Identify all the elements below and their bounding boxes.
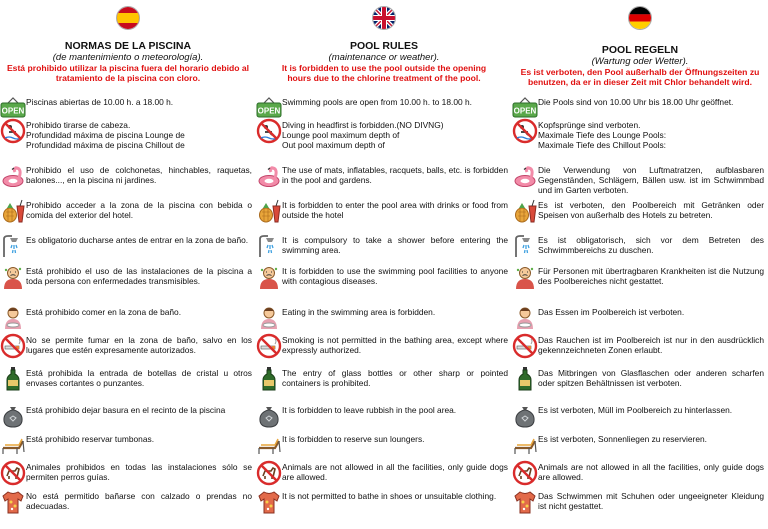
no-smoking-icon <box>256 333 282 359</box>
rule-item <box>0 333 256 359</box>
rule-item <box>256 118 512 151</box>
sick-person-icon <box>0 264 26 290</box>
trash-bag-icon <box>0 403 26 429</box>
rule-text: Prohibido el uso de colchonetas, hinchables, raquetas, balones..., en la piscina ni jardines. <box>26 165 252 186</box>
inflatable-flamingo-icon <box>512 163 538 189</box>
rule-text: Swimming pools are open from 10.00 h. to 18.00 h. <box>282 97 472 107</box>
rule-item <box>512 366 768 392</box>
clothing-shirt-icon <box>256 489 282 515</box>
no-diving-icon <box>512 118 538 144</box>
rule-text: Está prohibido comer en la zona de baño. <box>26 307 182 317</box>
column-spanish <box>0 0 256 529</box>
person-eating-icon <box>0 305 26 331</box>
column-english <box>256 0 512 529</box>
rule-text: It is forbidden to leave rubbish in the pool area. <box>282 405 457 415</box>
sick-person-icon <box>512 264 538 290</box>
page-subtitle: (maintenance or weather). <box>328 52 440 63</box>
clothing-shirt-icon <box>512 489 538 515</box>
chlorine-warning: It is forbidden to use the pool outside the opening hours due to the chlorine treatment of the pool. <box>281 63 487 83</box>
rule-item <box>512 333 768 359</box>
sick-person-icon <box>256 264 282 290</box>
page-subtitle: (de mantenimiento o meteorología). <box>52 52 204 63</box>
rule-item <box>0 264 256 290</box>
rule-text: Das Schwimmen mit Schuhen oder ungeeigneter Kleidung ist nicht gestattet. <box>538 491 764 512</box>
rule-item <box>512 305 768 331</box>
rule-item <box>256 163 512 189</box>
rule-text: Es ist verboten, Sonnenliegen zu reservieren. <box>538 434 707 444</box>
rule-item <box>0 432 256 458</box>
rule-item <box>512 432 768 458</box>
rule-text: Das Essen im Poolbereich ist verboten. <box>538 307 685 317</box>
glass-bottle-icon <box>0 366 26 392</box>
person-eating-icon <box>256 305 282 331</box>
rule-text: Está prohibido reservar tumbonas. <box>26 434 155 444</box>
rule-item <box>512 198 768 224</box>
germany-flag-icon <box>628 6 652 30</box>
rule-item <box>256 198 512 224</box>
rule-item <box>0 198 256 224</box>
sun-lounger-icon <box>256 432 282 458</box>
rule-item <box>0 118 256 151</box>
no-smoking-icon <box>512 333 538 359</box>
rule-text: Die Verwendung von Luftmatratzen, aufblasbaren Gegenständen, Schlägern, Bällen usw. ist im Schwimmbad und im Garten verboten. <box>538 165 764 196</box>
rule-text: Diving in headfirst is forbidden.(NO DIVNG) Lounge pool maximum depth of Out pool maximum depth of <box>282 120 444 151</box>
svg-text:OPEN: OPEN <box>513 106 537 116</box>
rule-text: It is compulsory to take a shower before entering the swimming area. <box>282 235 508 256</box>
rule-item <box>256 264 512 290</box>
rule-item <box>512 233 768 259</box>
rule-item <box>256 305 512 331</box>
food-drink-icon <box>0 198 26 224</box>
rule-text: Kopfsprünge sind verboten. Maximale Tiefe des Lounge Pools: Maximale Tiefe des Chillout Pools: <box>538 120 667 151</box>
page-subtitle: (Wartung oder Wetter). <box>591 56 689 67</box>
rule-text: No está permitido bañarse con calzado o prendas no adecuadas. <box>26 491 252 512</box>
rule-item <box>512 264 768 290</box>
rule-item <box>512 460 768 486</box>
rule-item <box>0 366 256 392</box>
rule-item <box>512 489 768 515</box>
person-eating-icon <box>512 305 538 331</box>
trash-bag-icon <box>256 403 282 429</box>
rule-text: It is not permitted to bathe in shoes or unsuitable clothing. <box>282 491 497 501</box>
rule-text: Piscinas abiertas de 10.00 h. a 18.00 h. <box>26 97 174 107</box>
shower-icon <box>0 233 26 259</box>
no-diving-icon <box>256 118 282 144</box>
rule-item <box>0 163 256 189</box>
food-drink-icon <box>512 198 538 224</box>
rule-item <box>256 460 512 486</box>
svg-text:OPEN: OPEN <box>1 106 25 116</box>
spain-flag-icon <box>116 6 140 30</box>
rule-text: The entry of glass bottles or other sharp or pointed containers is prohibited. <box>282 368 508 389</box>
rule-item <box>0 403 256 429</box>
food-drink-icon <box>256 198 282 224</box>
rule-item <box>0 305 256 331</box>
rule-text: The use of mats, inflatables, racquets, balls, etc. is forbidden in the pool and gardens. <box>282 165 508 186</box>
svg-text:OPEN: OPEN <box>257 106 281 116</box>
rule-text: Prohibido tirarse de cabeza. Profundidad máxima de piscina Lounge de Profundidad máxima de piscina Chillout de <box>26 120 185 151</box>
rule-text: Für Personen mit übertragbaren Krankheiten ist die Nutzung des Poolbereiches nicht gestattet. <box>538 266 764 287</box>
no-animals-icon <box>512 460 538 486</box>
rule-text: No se permite fumar en la zona de baño, salvo en los lugares que estén expresamente autorizados. <box>26 335 252 356</box>
rule-text: It is forbidden to enter the pool area with drinks or food from outside the hotel <box>282 200 508 221</box>
rule-text: It is forbidden to reserve sun loungers. <box>282 434 425 444</box>
rule-text: Das Rauchen ist im Poolbereich ist nur in den ausdrücklich gekennzeichneten Zonen erlaubt. <box>538 335 764 356</box>
shower-icon <box>512 233 538 259</box>
rule-text: Prohibido acceder a la zona de la piscina con bebida o comida del exterior del hotel. <box>26 200 252 221</box>
rule-item <box>512 403 768 429</box>
glass-bottle-icon <box>512 366 538 392</box>
rule-text: Es ist verboten, Müll im Poolbereich zu hinterlassen. <box>538 405 733 415</box>
rule-text: Es obligatorio ducharse antes de entrar en la zona de baño. <box>26 235 249 245</box>
no-smoking-icon <box>0 333 26 359</box>
rule-text: Es ist obligatorisch, sich vor dem Betreten des Schwimmbereichs zu duschen. <box>538 235 764 256</box>
chlorine-warning: Es ist verboten, den Pool außerhalb der Öffnungszeiten zu benutzen, da er in dieser Zeit mit Chlor behandelt wird. <box>520 67 760 87</box>
rule-text: Animals are not allowed in all the facilities, only guide dogs are allowed. <box>538 462 764 483</box>
rule-text: Está prohibido dejar basura en el recinto de la piscina <box>26 405 226 415</box>
glass-bottle-icon <box>256 366 282 392</box>
rule-text: Animals are not allowed in all the facilities, only guide dogs are allowed. <box>282 462 508 483</box>
rule-text: Está prohibida la entrada de botellas de cristal u otros envases cortantes o punzantes. <box>26 368 252 389</box>
rule-text: Animales prohibidos en todas las instalaciones sólo se permiten perros guías. <box>26 462 252 483</box>
no-animals-icon <box>0 460 26 486</box>
sun-lounger-icon <box>512 432 538 458</box>
rule-item <box>512 163 768 196</box>
rule-item <box>256 403 512 429</box>
rule-item <box>256 489 512 515</box>
inflatable-flamingo-icon <box>256 163 282 189</box>
rule-text: Die Pools sind von 10.00 Uhr bis 18.00 Uhr geöffnet. <box>538 97 734 107</box>
rule-item <box>0 233 256 259</box>
sun-lounger-icon <box>0 432 26 458</box>
rule-item <box>512 118 768 151</box>
trash-bag-icon <box>512 403 538 429</box>
rule-text: Es ist verboten, den Poolbereich mit Getränken oder Speisen von außerhalb des Hotels zu betreten. <box>538 200 764 221</box>
rule-item <box>256 233 512 259</box>
no-animals-icon <box>256 460 282 486</box>
shower-icon <box>256 233 282 259</box>
rule-text: Smoking is not permitted in the bathing area, except where expressly authorized. <box>282 335 508 356</box>
inflatable-flamingo-icon <box>0 163 26 189</box>
chlorine-warning: Está prohibido utilizar la piscina fuera del horario debido al tratamiento de la piscina con cloro. <box>6 63 250 83</box>
rule-item <box>0 489 256 515</box>
no-diving-icon <box>0 118 26 144</box>
uk-flag-icon <box>372 6 396 30</box>
column-german <box>512 0 768 529</box>
rule-item <box>256 432 512 458</box>
rule-text: Está prohibido el uso de las instalaciones de la piscina a toda persona con enfermedades transmisibles. <box>26 266 252 287</box>
page-title: NORMAS DE LA PISCINA <box>64 40 192 52</box>
rule-item <box>0 460 256 486</box>
page-title: POOL REGELN <box>601 44 679 56</box>
rule-item <box>256 333 512 359</box>
rule-text: It is forbidden to use the swimming pool facilities to anyone with contagious diseases. <box>282 266 508 287</box>
page-title: POOL RULES <box>349 40 419 52</box>
rule-item <box>256 366 512 392</box>
clothing-shirt-icon <box>0 489 26 515</box>
rule-text: Eating in the swimming area is forbidden. <box>282 307 436 317</box>
rule-text: Das Mitbringen von Glasflaschen oder anderen scharfen oder spitzen Behältnissen ist verboten. <box>538 368 764 389</box>
